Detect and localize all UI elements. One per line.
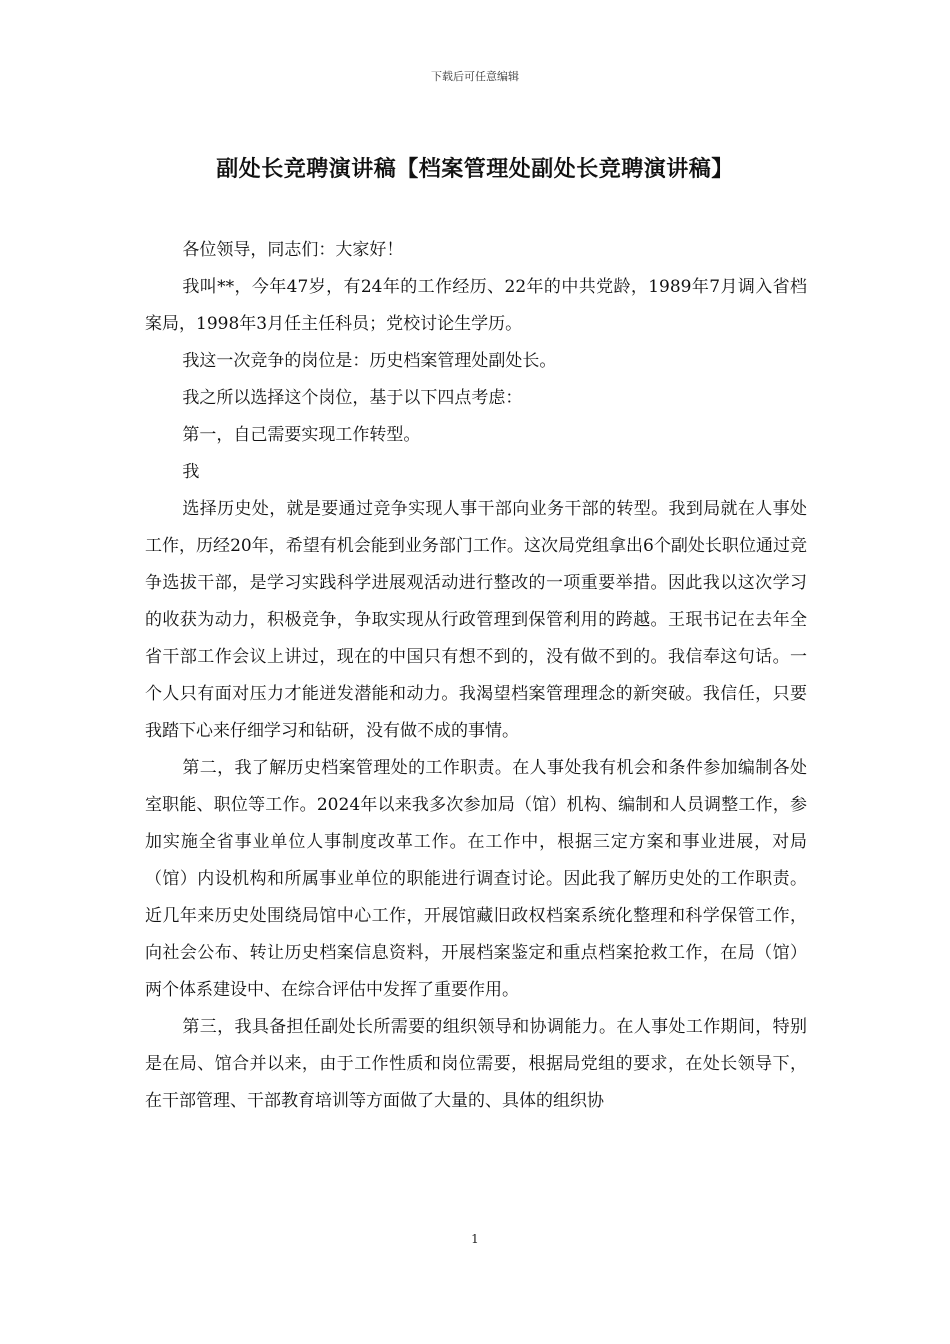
paragraph-second-point: 第二，我了解历史档案管理处的工作职责。在人事处我有机会和条件参加编制各处室职能、职位等工作。2024年以来我多次参加局（馆）机构、编制和人员调整工作，参加实施全省事业单位人事制度改革工作。在工作中，根据三定方案和事业进展，对局（馆）内设机构和所属事业单位的职能进行调查讨论。因此我了解历史处的工作职责。近几年来历史处围绕局馆中心工作，开展馆藏旧政权档案系统化整理和科学保管工作，向社会公布、转让历史档案信息资料，开展档案鉴定和重点档案抢救工作，在局（馆）两个体系建设中、在综合评估中发挥了重要作用。 [145,758,807,1000]
document-body [145,232,807,1120]
document-title: 副处长竞聘演讲稿【档案管理处副处长竞聘演讲稿】 [216,157,734,182]
header-note: 下载后可任意编辑 [431,70,519,83]
paragraph-first-point: 第一，自己需要实现工作转型。 [182,425,421,445]
paragraph-greeting: 各位领导，同志们：大家好！ [182,240,404,260]
paragraph-third-point: 第三，我具备担任副处长所需要的组织领导和协调能力。在人事处工作期间，特别是在局、馆合并以来，由于工作性质和岗位需要，根据局党组的要求，在处长领导下，在干部管理、干部教育培训等方面做了大量的、具体的组织协 [145,1017,807,1111]
paragraph-intro: 我叫**，今年47岁，有24年的工作经历、22年的中共党龄，1989年7月调入省档案局，1998年3月任主任科员；党校讨论生学历。 [145,277,807,334]
paragraph-reasons: 我之所以选择这个岗位，基于以下四点考虑： [182,388,523,408]
paragraph-first-detail: 选择历史处，就是要通过竞争实现人事干部向业务干部的转型。我到局就在人事处工作，历经20年，希望有机会能到业务部门工作。这次局党组拿出6个副处长职位通过竞争选拔干部，是学习实践科学进展观活动进行整改的一项重要举措。因此我以这次学习的收获为动力，积极竞争，争取实现从行政管理到保管利用的跨越。王珉书记在去年全省干部工作会议上讲过，现在的中国只有想不到的，没有做不到的。我信奉这句话。一个人只有面对压力才能迸发潜能和动力。我渴望档案管理理念的新突破。我信任，只要我踏下心来仔细学习和钻研，没有做不成的事情。 [145,499,807,741]
paragraph-position: 我这一次竞争的岗位是：历史档案管理处副处长。 [182,351,557,371]
paragraph-fragment: 我 [182,462,200,482]
page-number: 1 [471,1232,479,1246]
